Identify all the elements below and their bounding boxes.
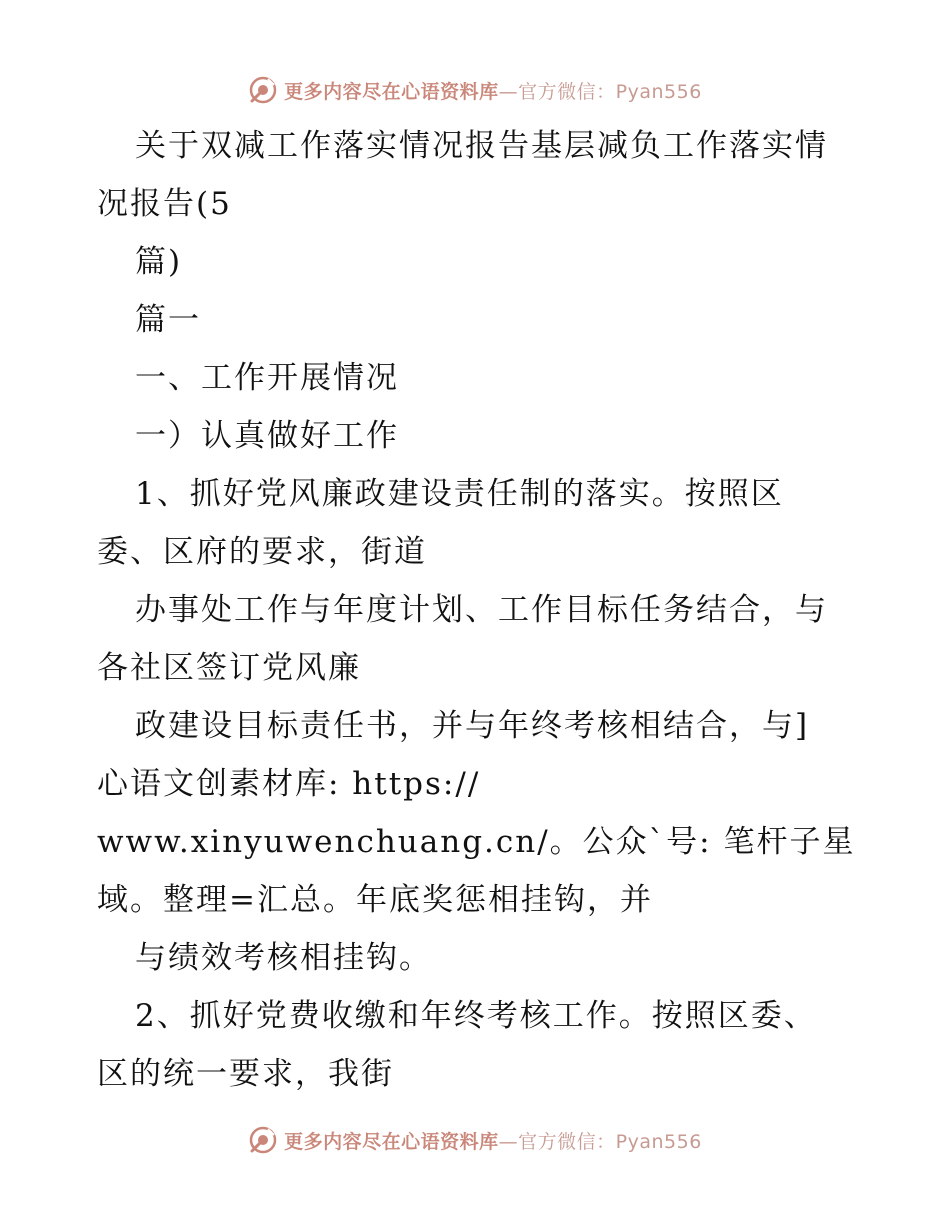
paragraph-line: 办事处工作与年度计划、工作目标任务结合，与	[135, 592, 828, 628]
paragraph-line: 2、抓好党费收缴和年终考核工作。按照区委、	[135, 998, 817, 1034]
subsection-heading-2: 一）认真做好工作	[135, 418, 399, 454]
paragraph-line: www.xinyuwenchuang.cn/。公众`号: 笔杆子星	[97, 824, 856, 860]
document-title-line-3: 篇)	[135, 244, 183, 280]
watermark-text: 更多内容尽在心语资料库—官方微信：Pyan556	[284, 80, 702, 103]
paragraph-line: 与绩效考核相挂钩。	[135, 940, 432, 976]
paragraph-line: 区的统一要求，我街	[97, 1056, 394, 1092]
paragraph-line: 各社区签订党风廉	[97, 650, 361, 686]
subsection-heading: 一、工作开展情况	[135, 360, 399, 396]
paragraph-line: 心语文创素材库: https://	[97, 766, 481, 802]
footer-watermark	[0, 1120, 950, 1160]
document-title-line-2: 况报告(5	[97, 186, 232, 222]
paragraph-line: 委、区府的要求，街道	[97, 534, 427, 570]
paragraph-line: 政建设目标责任书，并与年终考核相结合，与]	[135, 708, 810, 744]
paragraph-line: 1、抓好党风廉政建设责任制的落实。按照区	[135, 476, 784, 512]
paragraph-line: 域。整理=汇总。年底奖惩相挂钩，并	[97, 882, 653, 918]
watermark-text: 更多内容尽在心语资料库—官方微信：Pyan556	[284, 1130, 702, 1153]
section-heading: 篇一	[135, 302, 201, 338]
pen-logo-icon	[248, 1125, 278, 1155]
document-title-line-1: 关于双减工作落实情况报告基层减负工作落实情	[135, 128, 828, 164]
